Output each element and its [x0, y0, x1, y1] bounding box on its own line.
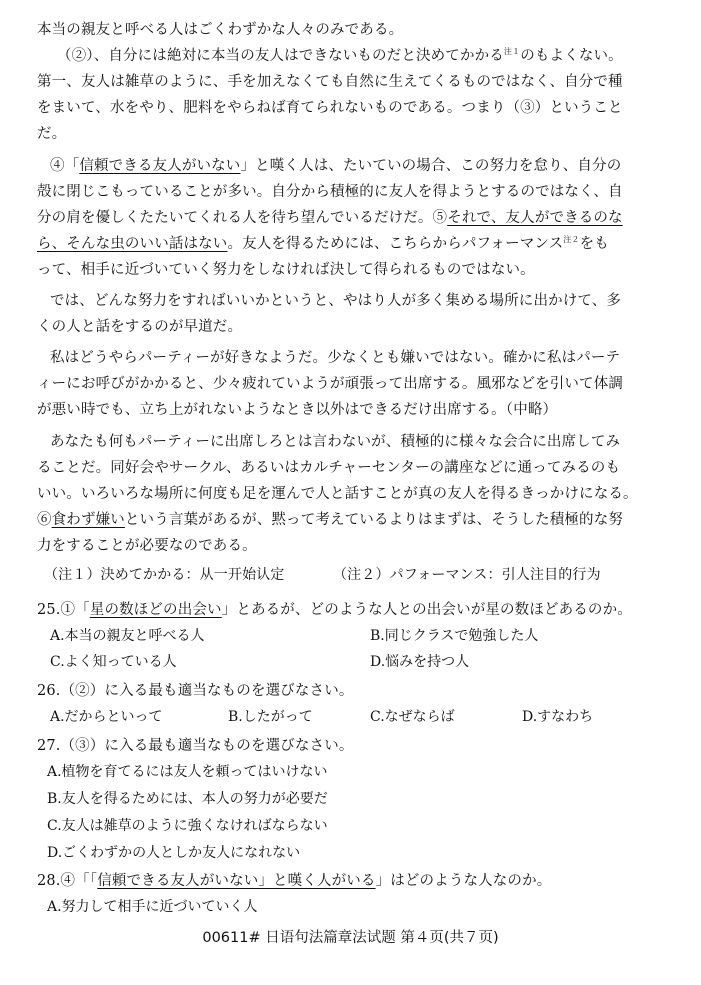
passage-line: ⑥食わず嫌いという言葉があるが、黙って考えているよりはまずは、そうした積極的な努	[37, 512, 624, 528]
underlined-phrase: それで、友人ができるのな	[447, 210, 623, 226]
passage-line: をまいて、水をやり、肥料をやらねば育てられないものである。つまり（③）ということ	[37, 100, 623, 116]
underlined-phrase: ら、そんな虫のいい話はない	[37, 236, 228, 252]
q25-option-d: D.悩みを持つ人	[370, 654, 470, 670]
question-28-stem: 28.④「「信頼できる友人がいない」と嘆く人がいる」はどのような人なのか。	[37, 873, 552, 889]
question-25-stem: 25.①「星の数ほどの出会い」とあるが、どのような人との出会いが星の数ほどあるのか。	[37, 602, 632, 618]
passage-line: 第一、友人は雑草のように、手を加えなくても自然に生えてくるものではなく、自分で種	[37, 74, 623, 90]
q26-option-d: D.すなわち	[522, 709, 594, 725]
passage-line: ら、そんな虫のいい話はない。友人を得るためには、こちらからパフォーマンス$^{注2}$をも	[37, 235, 609, 252]
passage-line: って、相手に近づいていく努力をしなければ決して得られるものではない。	[37, 262, 535, 278]
passage-line: 本当の親友と呼べる人はごくわずかな人々のみである。	[37, 22, 404, 38]
passage-line: ることだ。同好会やサークル、あるいはカルチャーセンターの講座などに通ってみるのも	[37, 460, 621, 476]
question-26-stem: 26.（②）に入る最も適当なものを選びなさい。	[37, 683, 354, 699]
passage-line: ィーにお呼びがかかると、少々疲れていようが頑張って出席する。風邪などを引いて体調	[37, 376, 623, 392]
question-27-stem: 27.（③）に入る最も適当なものを選びなさい。	[37, 738, 354, 754]
q27-option-c: C.友人は雑草のように強くなければならない	[47, 818, 328, 834]
q25-option-b: B.同じクラスで勉強した人	[370, 628, 539, 644]
q26-option-b: B.したがって	[228, 709, 313, 725]
q26-option-c: C.なぜならば	[370, 709, 455, 725]
passage-line: くの人と話をするのが早道だ。	[37, 319, 243, 335]
q27-option-b: B.友人を得るためには、本人の努力が必要だ	[47, 791, 328, 807]
page-footer: 00611# 日语句法篇章法试题 第４页(共７页)	[202, 930, 499, 946]
passage-line: では、どんな努力をすればいいかというと、やはり人が多く集める場所に出かけて、多	[50, 293, 622, 309]
passage-line: いい。いろいろな場所に何度も足を運んで人と話すことが真の友人を得るきっかけになる。	[37, 486, 638, 502]
q27-option-d: D.ごくわずかの人としか友人になれない	[47, 845, 301, 861]
underlined-phrase: 食わず嫌い	[51, 512, 125, 528]
passage-line: 力をすることが必要なのである。	[37, 538, 257, 554]
q25-option-c: C.よく知っている人	[50, 654, 177, 670]
q26-option-a: A.だからといって	[50, 709, 163, 725]
passage-line: あなたも何もパーティーに出席しろとは言わないが、積極的に様々な会合に出席してみ	[50, 434, 621, 450]
passage-line: 分の肩を優しくたたいてくれる人を待ち望んでいるだけだ。⑤それで、友人ができるのな	[37, 210, 623, 226]
underlined-phrase: 星の数ほどの出会い	[89, 602, 222, 618]
underlined-phrase: 信頼できる友人がいない	[79, 158, 241, 174]
q27-option-a: A.植物を育てるには友人を頼ってはいけない	[47, 764, 328, 780]
underlined-phrase: 信頼できる友人がいない」と嘆く人がいる	[97, 873, 376, 889]
passage-line: が悪い時でも、立ち上がれないようなとき以外はできるだけ出席する。（中略）	[37, 402, 558, 418]
footnote-marker: 注２	[563, 235, 580, 245]
passage-line: （②）、自分には絶対に本当の友人はできないものだと決めてかかる$^{注1}$のもよくない。	[57, 47, 623, 64]
q25-option-a: A.本当の親友と呼べる人	[50, 628, 205, 644]
passage-line: 私はどうやらパーティーが好きなようだ。少なくとも嫌いではない。確かに私はパーテ	[50, 350, 621, 366]
passage-line: だ。	[37, 126, 67, 142]
note-2: （注２）パフォーマンス：引人注目的行为	[333, 567, 601, 583]
q28-option-a: A.努力して相手に近づいていく人	[47, 899, 258, 915]
note-1: （注１）決めてかかる：从一开始认定	[44, 567, 285, 583]
footnote-marker: 注１	[503, 47, 521, 57]
passage-line: 殻に閉じこもっていることが多い。自分から積極的に友人を得ようとするのではなく、自	[37, 184, 623, 200]
passage-line: ④「信頼できる友人がいない」と嘆く人は、たいていの場合、この努力を怠り、自分の	[50, 158, 622, 174]
